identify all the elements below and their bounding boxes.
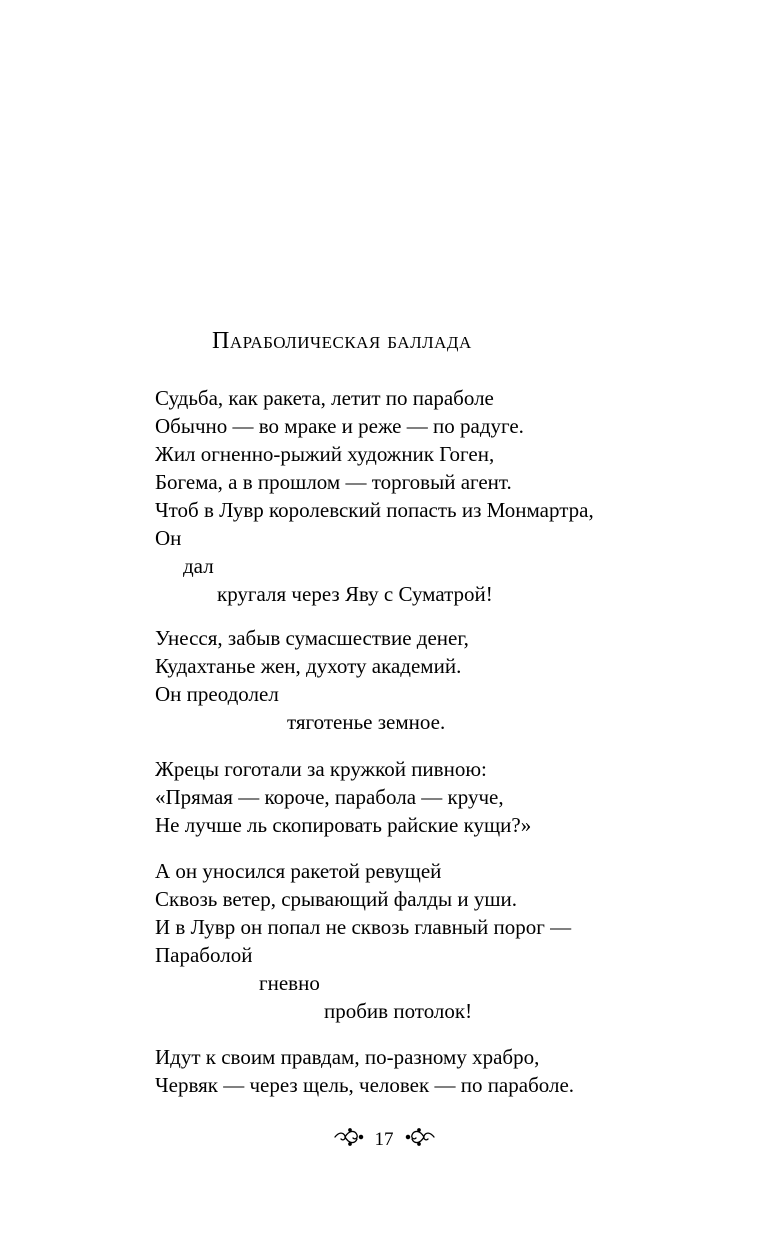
poem-line: Идут к своим правдам, по-разному храбро, [155,1045,540,1069]
poem-line: пробив потолок! [324,999,473,1023]
poem-line: Параболой [155,943,253,967]
poem-line: Он [155,526,182,550]
poem-title-text: Параболическая баллада [212,328,472,354]
poem-line: Жил огненно-рыжий художник Гоген, [155,442,495,466]
poem-line: Унесся, забыв сумасшествие денег, [155,626,469,650]
page-number: 17 [374,1129,394,1150]
poem-line: Богема, а в прошлом — торговый агент. [155,470,512,494]
poem-line: «Прямая — короче, парабола — круче, [155,785,504,809]
poem-line: А он уносился ракетой ревущей [155,859,442,883]
poem-line: Не лучше ль скопировать райские кущи?» [155,813,532,837]
poem-title [212,328,472,355]
poem-line: Червяк — через щель, человек — по параболе. [155,1073,575,1097]
flourish-right-icon [404,1126,436,1154]
page-footer [0,1126,768,1154]
flourish-left-icon [333,1126,365,1154]
poem-line: Кудахтанье жен, духоту академий. [155,654,462,678]
poem-line: Судьба, как ракета, летит по параболе [155,386,494,410]
poem-line: Жрецы гоготали за кружкой пивною: [155,757,487,781]
poem-line: Обычно — во мраке и реже — по радуге. [155,414,524,438]
poem-line: Чтоб в Лувр королевский попасть из Монмартра, [155,498,594,522]
poem-line: гневно [259,971,320,995]
poem-line: И в Лувр он попал не сквозь главный порог — [155,915,572,939]
poem-line: кругаля через Яву с Суматрой! [217,582,493,606]
poem-line: дал [183,554,214,578]
poem-line: тяготенье земное. [287,710,446,734]
poem-line: Он преодолел [155,682,279,706]
poem-line: Сквозь ветер, срывающий фалды и уши. [155,887,517,911]
